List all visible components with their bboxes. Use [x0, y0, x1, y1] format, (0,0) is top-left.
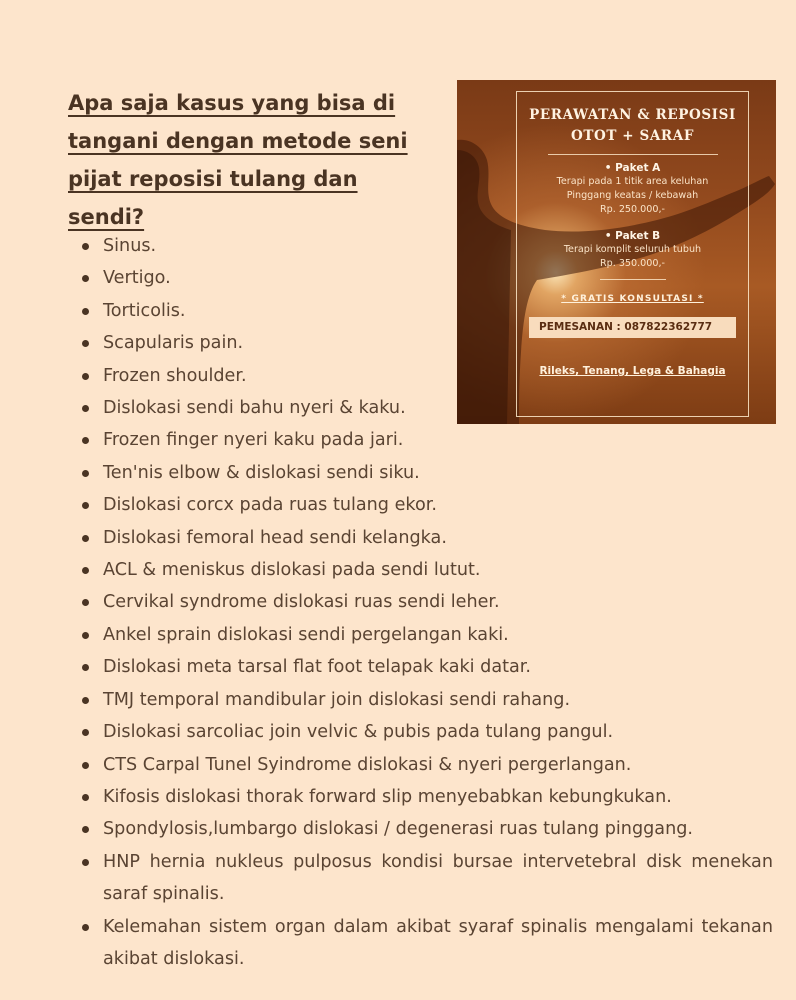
package-b-desc: Terapi komplit seluruh tubuh [563, 244, 702, 255]
promo-card [457, 80, 776, 424]
list-item: Ankel sprain dislokasi sendi pergelangan kaki. [78, 619, 773, 651]
list-item: Scapularis pain. [78, 327, 773, 359]
package-a-name: • Paket A [604, 162, 661, 174]
list-item: Dislokasi sarcoliac join velvic & pubis pada tulang pangul. [78, 716, 773, 748]
free-consultation-label: * GRATIS KONSULTASI * [561, 294, 704, 304]
list-item: Frozen finger nyeri kaku pada jari. [78, 424, 773, 456]
package-a-desc-2: Pinggang keatas / kebawah [566, 190, 699, 201]
list-item: Frozen shoulder. [78, 360, 773, 392]
list-item: Kifosis dislokasi thorak forward slip menyebabkan kebungkukan. [78, 781, 773, 813]
list-item: Dislokasi meta tarsal flat foot telapak kaki datar. [78, 651, 773, 683]
promo-frame [516, 91, 749, 417]
list-item: Dislokasi femoral head sendi kelangka. [78, 522, 773, 554]
list-item: CTS Carpal Tunel Syindrome dislokasi & nyeri pergerlangan. [78, 749, 773, 781]
list-item: HNP hernia nukleus pulposus kondisi bursae intervetebral disk menekan saraf spinalis. [78, 846, 773, 911]
package-a-price: Rp. 250.000,- [599, 204, 666, 215]
package-b-name: • Paket B [604, 230, 661, 242]
list-item: Dislokasi corcx pada ruas tulang ekor. [78, 489, 773, 521]
promo-title: PERAWATAN & REPOSISI OTOT + SARAF [529, 107, 736, 144]
list-item: Dislokasi sendi bahu nyeri & kaku. [78, 392, 773, 424]
list-item: Ten'nis elbow & dislokasi sendi siku. [78, 457, 773, 489]
package-b-price: Rp. 350.000,- [599, 258, 666, 269]
order-phone-badge: PEMESANAN : 087822362777 [529, 317, 736, 338]
promo-tagline: Rileks, Tenang, Lega & Bahagia [539, 365, 726, 377]
divider [548, 154, 718, 155]
page-heading: Apa saja kasus yang bisa di tangani dengan metode seni pijat reposisi tulang dan sendi? [68, 91, 408, 229]
list-item: TMJ temporal mandibular join dislokasi sendi rahang. [78, 684, 773, 716]
list-item: Vertigo. [78, 262, 773, 294]
list-item: Sinus. [78, 230, 773, 262]
divider [600, 279, 666, 280]
list-item: Spondylosis,lumbargo dislokasi / degenerasi ruas tulang pinggang. [78, 813, 773, 845]
list-item: ACL & meniskus dislokasi pada sendi lutut. [78, 554, 773, 586]
list-item: Kelemahan sistem organ dalam akibat syaraf spinalis mengalami tekanan akibat dislokasi. [78, 911, 773, 976]
list-item: Cervikal syndrome dislokasi ruas sendi leher. [78, 586, 773, 618]
list-item: Torticolis. [78, 295, 773, 327]
package-a-desc: Terapi pada 1 titik area keluhan [556, 176, 709, 187]
